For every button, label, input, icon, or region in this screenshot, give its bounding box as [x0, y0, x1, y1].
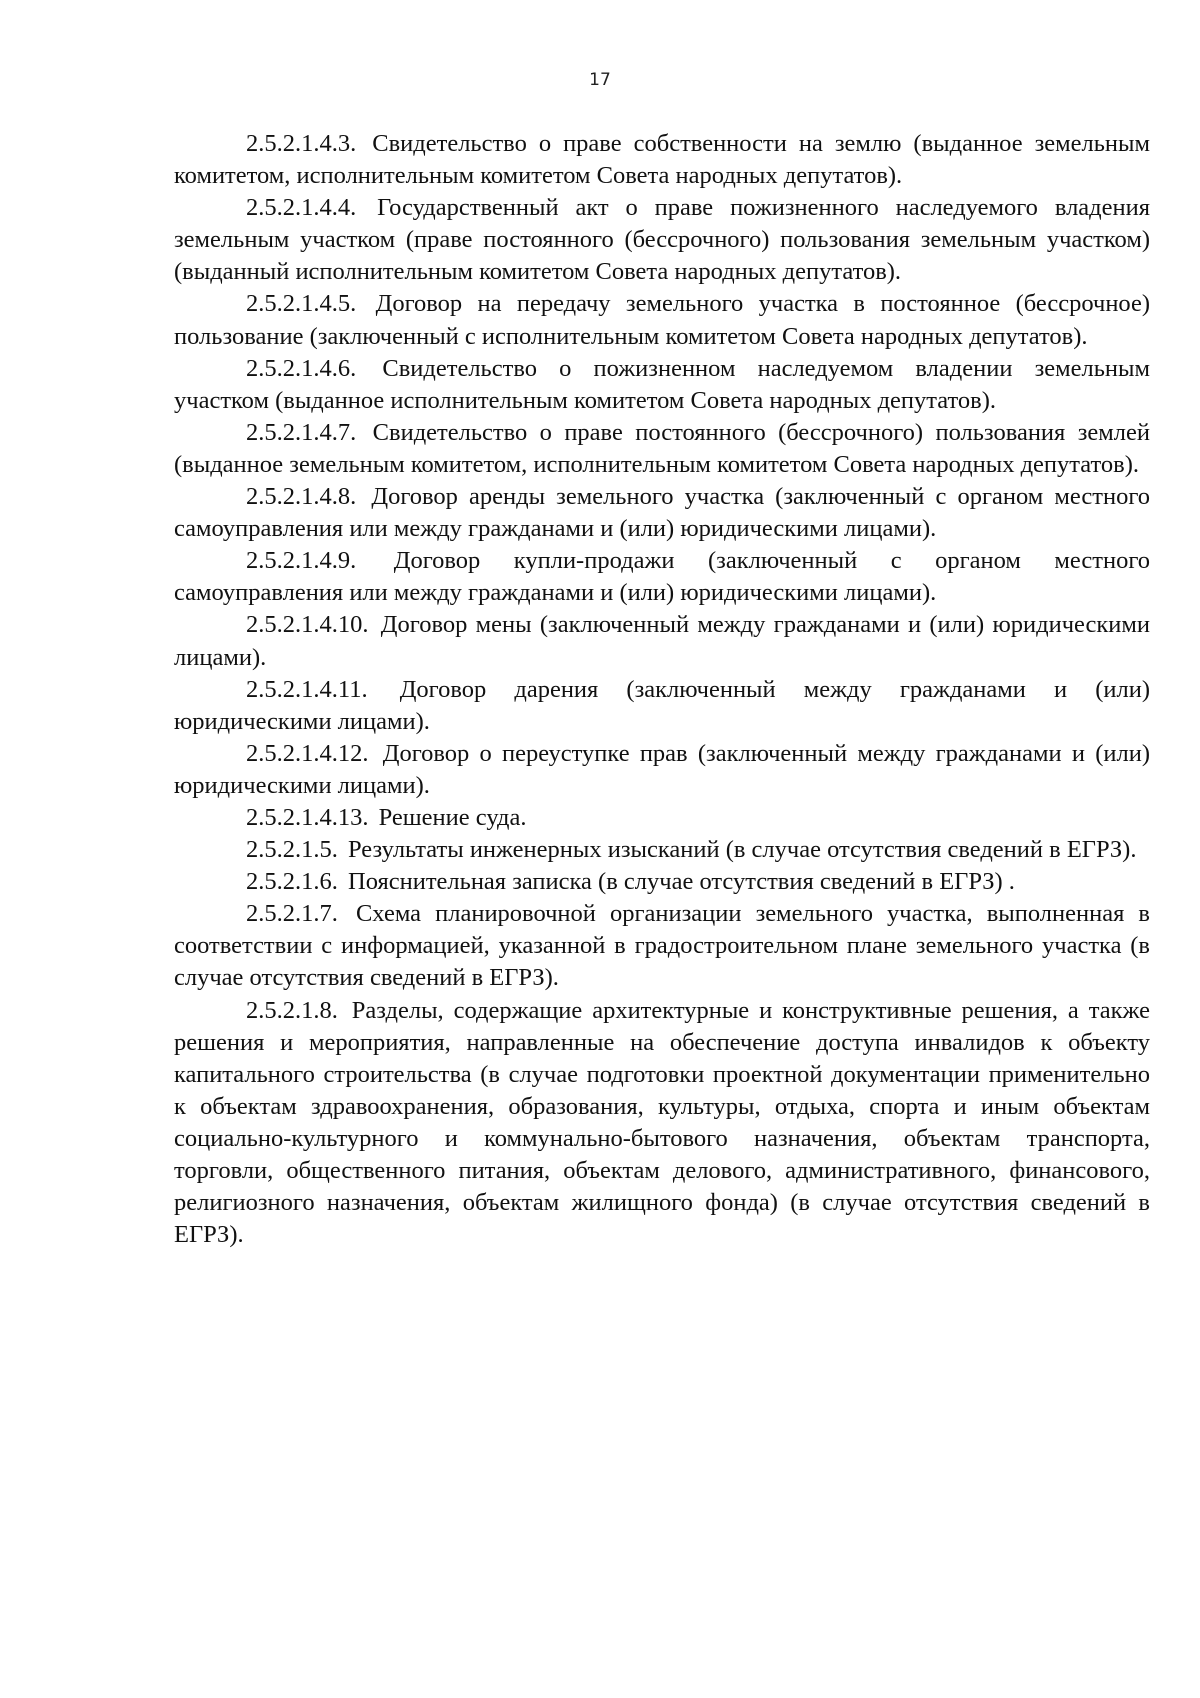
- clause-number: 2.5.2.1.5.: [246, 836, 338, 864]
- list-item: [174, 866, 1150, 898]
- clause-text: Схема планировочной организации земельного участка, выполненная в соответствии с информацией, указанной в градостроительном плане земельного участка (в случае отсутствия сведений в ЕГРЗ).: [174, 900, 1150, 992]
- list-item: [174, 353, 1150, 417]
- clause-number: 2.5.2.1.4.6.: [246, 354, 357, 382]
- clause-text: Договор на передачу земельного участка в постоянное (бессрочное) пользование (заключенный с исполнительным комитетом Совета народных депутатов).: [174, 290, 1151, 350]
- clause-number: 2.5.2.1.4.9.: [246, 547, 357, 575]
- clause-number: 2.5.2.1.4.5.: [246, 290, 357, 318]
- clause-text: Свидетельство о праве собственности на землю (выданное земельным комитетом, исполнительным комитетом Совета народных депутатов).: [174, 130, 1150, 190]
- clause-text: Свидетельство о праве постоянного (бессрочного) пользования землей (выданное земельным комитетом, исполнительным комитетом Совета народных депутатов).: [174, 418, 1150, 478]
- page-number: 17: [589, 70, 611, 90]
- clause-text: Договор о переуступке прав (заключенный между гражданами и (или) юридическими лицами).: [174, 739, 1150, 799]
- list-item: [174, 545, 1150, 609]
- list-item: [174, 674, 1150, 738]
- list-item: [174, 802, 1150, 834]
- list-item: [174, 481, 1150, 545]
- clause-number: 2.5.2.1.6.: [246, 868, 338, 896]
- clause-number: 2.5.2.1.4.4.: [246, 194, 357, 222]
- list-item: [174, 288, 1150, 352]
- list-item: [174, 192, 1150, 288]
- clause-number: 2.5.2.1.4.7.: [246, 418, 357, 446]
- clause-text: Свидетельство о пожизненном наследуемом владении земельным участком (выданное исполнительным комитетом Совета народных депутатов).: [174, 354, 1150, 414]
- list-item: [174, 834, 1150, 866]
- document-body: [174, 128, 1150, 1251]
- clause-number: 2.5.2.1.4.11.: [246, 675, 368, 703]
- clause-text: Результаты инженерных изысканий (в случае отсутствия сведений в ЕГРЗ).: [348, 836, 1137, 864]
- clause-text: Договор мены (заключенный между гражданами и (или) юридическими лицами).: [174, 611, 1151, 671]
- list-item: [174, 995, 1150, 1252]
- clause-text: Решение суда.: [378, 803, 527, 831]
- clause-number: 2.5.2.1.4.10.: [246, 611, 369, 639]
- clause-number: 2.5.2.1.7.: [246, 900, 338, 928]
- clause-text: Договор купли-продажи (заключенный с органом местного самоуправления или между гражданами и (или) юридическими лицами).: [174, 547, 1151, 607]
- clause-text: Государственный акт о праве пожизненного наследуемого владения земельным участком (праве постоянного (бессрочного) пользования земельным участком) (выданный исполнительным комитетом Совета народных депутатов).: [174, 194, 1151, 286]
- list-item: [174, 609, 1150, 673]
- clause-text: Пояснительная записка (в случае отсутствия сведений в ЕГРЗ) .: [348, 868, 1015, 896]
- list-item: [174, 738, 1150, 802]
- clause-number: 2.5.2.1.4.3.: [246, 130, 357, 157]
- clause-text: Договор аренды земельного участка (заключенный с органом местного самоуправления или между гражданами и (или) юридическими лицами).: [174, 483, 1151, 543]
- clause-number: 2.5.2.1.4.13.: [246, 803, 369, 831]
- clause-number: 2.5.2.1.8.: [246, 996, 338, 1024]
- list-item: [174, 898, 1150, 994]
- clause-text: Разделы, содержащие архитектурные и конструктивные решения, а также решения и мероприятия, направленные на обеспечение доступа инвалидов к объекту капитального строительства (в случае подготовки проектной документации применительно к объектам здравоохранения, образования, культуры, отдыха, спорта и иным объектам социально-культурного и коммунально-бытового назначения, объектам транспорта, торговли, общественного питания, объектам делового, административного, финансового, религиозного назначения, объектам жилищного фонда) (в случае отсутствия сведений в ЕГРЗ).: [174, 996, 1150, 1249]
- clause-text: Договор дарения (заключенный между гражданами и (или) юридическими лицами).: [174, 675, 1150, 735]
- clause-number: 2.5.2.1.4.12.: [246, 739, 369, 767]
- list-item: [174, 417, 1150, 481]
- list-item: [174, 128, 1150, 192]
- clause-number: 2.5.2.1.4.8.: [246, 483, 357, 511]
